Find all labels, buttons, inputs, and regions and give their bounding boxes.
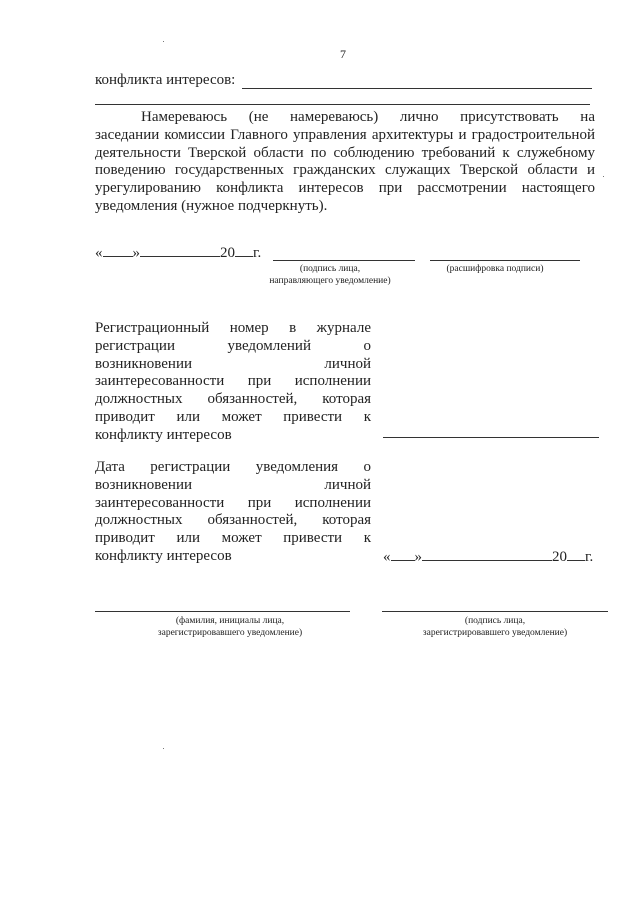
- registrar-signature-caption: (подпись лица, зарегистрировавшего уведомление): [422, 616, 568, 638]
- regdate-month-blank[interactable]: [422, 548, 552, 561]
- regdate-close-quote: »: [414, 549, 422, 565]
- regdate-line-3: заинтересованности при исполнении: [95, 494, 371, 511]
- scan-speck: [603, 176, 604, 177]
- scan-speck: [163, 748, 164, 749]
- year-blank[interactable]: [235, 244, 253, 257]
- regdate-year-blank[interactable]: [567, 548, 585, 561]
- signer-caption: (подпись лица, направляющего уведомление): [269, 264, 391, 286]
- conflict-fill-line-1[interactable]: [242, 88, 592, 89]
- regdate-line-6: конфликту интересов: [95, 547, 232, 564]
- date-open-quote: «: [95, 245, 103, 261]
- intent-paragraph: [95, 109, 595, 216]
- month-blank[interactable]: [140, 244, 220, 257]
- regdate-year-prefix: 20: [552, 549, 567, 565]
- regdate-day-blank[interactable]: [391, 548, 415, 561]
- regdate-year-suffix: г.: [585, 549, 594, 565]
- registration-number-line[interactable]: [383, 437, 599, 438]
- intent-line-4: поведению государственных гражданских служащих Тверской области и: [95, 162, 595, 179]
- intent-line-5: урегулированию конфликта интересов при рассмотрении настоящего: [95, 180, 595, 197]
- day-blank[interactable]: [103, 244, 133, 257]
- regnum-line-2: регистрации уведомлений о: [95, 337, 371, 354]
- registration-date-label: [95, 459, 371, 566]
- regnum-line-3: возникновении личной: [95, 355, 371, 372]
- registrar-signature-line[interactable]: [382, 611, 608, 612]
- regdate-line-2: возникновении личной: [95, 476, 371, 493]
- regnum-line-7: конфликту интересов: [95, 426, 232, 443]
- conflict-label: конфликта интересов:: [95, 72, 236, 88]
- regdate-line-5: приводит или может привести к: [95, 530, 371, 547]
- regnum-line-4: заинтересованности при исполнении: [95, 373, 371, 390]
- regdate-open-quote: «: [383, 549, 391, 565]
- intent-line-2: заседании комиссии Главного управления архитектуры и градостроительной: [95, 126, 595, 143]
- year-prefix: 20: [220, 245, 235, 261]
- date-close-quote: »: [132, 245, 140, 261]
- registrar-name-line[interactable]: [95, 611, 350, 612]
- intent-line-1: Намереваюсь (не намереваюсь) лично присутствовать на: [141, 109, 595, 125]
- signature-date: [95, 244, 261, 263]
- signer-decoding-line[interactable]: [430, 260, 580, 261]
- regdate-line-1: Дата регистрации уведомления о: [95, 459, 371, 475]
- scan-speck: [163, 41, 164, 42]
- intent-line-6: уведомления (нужное подчеркнуть).: [95, 197, 328, 214]
- decoding-caption: (расшифровка подписи): [446, 264, 544, 274]
- page-number: 7: [340, 47, 346, 61]
- year-suffix: г.: [253, 245, 262, 261]
- signer-signature-line[interactable]: [273, 260, 415, 261]
- regnum-line-6: приводит или может привести к: [95, 408, 371, 425]
- registrar-name-caption: (фамилия, инициалы лица, зарегистрировавшего уведомление): [157, 616, 303, 638]
- regdate-line-4: должностных обязанностей, которая: [95, 512, 371, 529]
- registration-number-label: [95, 320, 371, 445]
- regnum-line-5: должностных обязанностей, которая: [95, 391, 371, 408]
- registration-date-field: [383, 548, 593, 567]
- regnum-line-1: Регистрационный номер в журнале: [95, 320, 371, 336]
- conflict-fill-line-2[interactable]: [95, 104, 590, 105]
- intent-line-3: деятельности Тверской области по соблюдению требований к служебному: [95, 144, 595, 161]
